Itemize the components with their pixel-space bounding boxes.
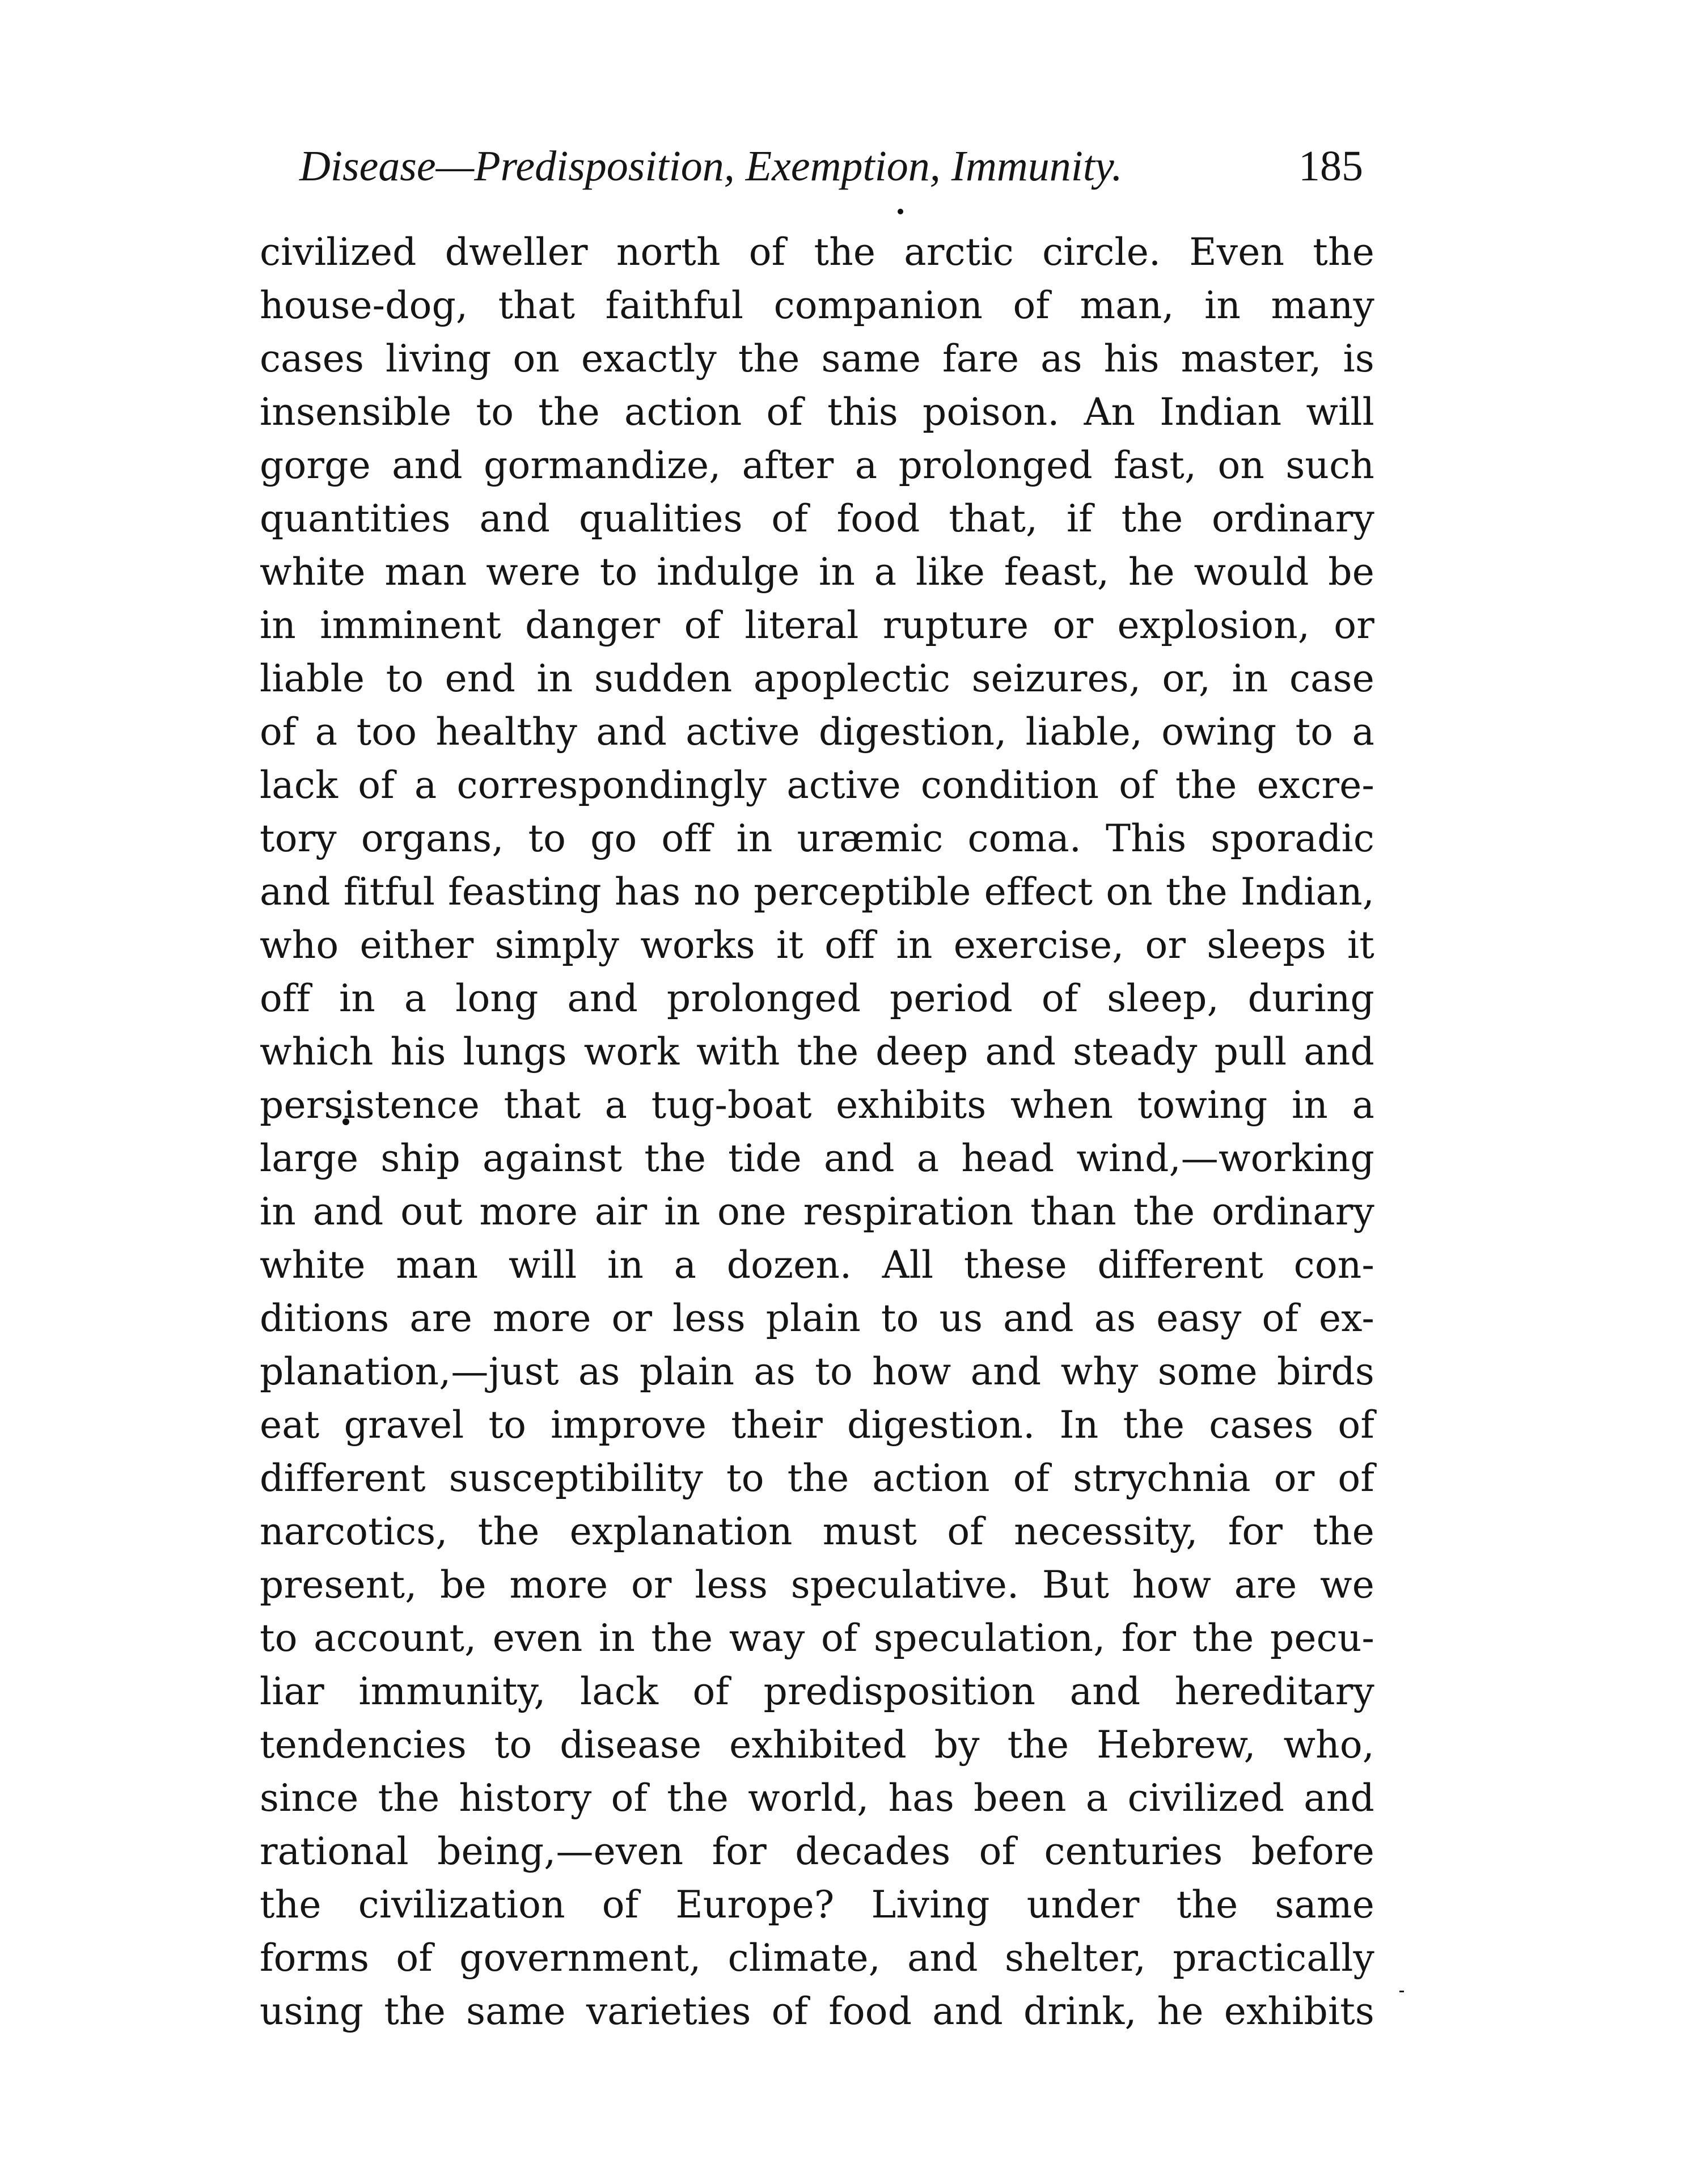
text-line: in and out more air in one respiration than the ordinary [260,1190,1374,1233]
text-line: large ship against the tide and a head wind,—working [260,1137,1374,1180]
text-line: to account, even in the way of speculation, for the pecu- [260,1616,1374,1660]
text-line: cases living on exactly the same fare as his master, is [260,337,1374,381]
text-line: civilized dweller north of the arctic circle. Even the [260,230,1374,274]
text-line: white man will in a dozen. All these different con- [260,1243,1374,1287]
text-line: since the history of the world, has been a civilized and [260,1776,1374,1820]
text-line: rational being,—even for decades of centuries before [260,1830,1374,1873]
text-line: forms of government, climate, and shelter, practically [260,1936,1374,1980]
text-line: insensible to the action of this poison. An Indian will [260,390,1374,434]
text-line: liar immunity, lack of predisposition and hereditary [260,1670,1374,1713]
text-line: house-dog, that faithful companion of man, in many [260,284,1374,327]
text-line: the civilization of Europe? Living under the same [260,1883,1374,1927]
text-line: in imminent danger of literal rupture or explosion, or [260,603,1374,647]
running-title: Disease—Predisposition, Exemption, Immunity. [299,142,1123,190]
text-line: off in a long and prolonged period of sleep, during [260,977,1374,1020]
printing-dot [898,209,903,214]
text-line: eat gravel to improve their digestion. In the cases of [260,1403,1374,1447]
running-head [299,135,1363,197]
margin-mark [1399,1991,1404,1992]
text-line: different susceptibility to the action of strychnia or of [260,1456,1374,1500]
text-line: liable to end in sudden apoplectic seizures, or, in case [260,657,1374,700]
text-line: ditions are more or less plain to us and as easy of ex- [260,1296,1374,1340]
text-line: which his lungs work with the deep and steady pull and [260,1030,1374,1074]
page-number: 185 [1298,142,1363,190]
text-line: who either simply works it off in exercise, or sleeps it [260,923,1374,967]
text-line: quantities and qualities of food that, if the ordinary [260,497,1374,540]
body-text [260,227,1374,2047]
text-line: of a too healthy and active digestion, liable, owing to a [260,710,1374,754]
text-line: present, be more or less speculative. But how are we [260,1563,1374,1607]
text-line: white man were to indulge in a like feast, he would be [260,550,1374,594]
text-line: using the same varieties of food and drink, he exhibits [260,1989,1374,2033]
text-line: tendencies to disease exhibited by the Hebrew, who, [260,1723,1374,1767]
text-line: tory organs, to go off in uræmic coma. This sporadic [260,817,1374,860]
text-line: gorge and gormandize, after a prolonged fast, on such [260,443,1374,487]
text-line: persistence that a tug-boat exhibits when towing in a [260,1083,1374,1127]
text-line: narcotics, the explanation must of necessity, for the [260,1510,1374,1553]
text-line: planation,—just as plain as to how and why some birds [260,1350,1374,1393]
text-line: lack of a correspondingly active condition of the excre- [260,763,1374,807]
text-line: and fitful feasting has no perceptible effect on the Indian, [260,870,1374,914]
